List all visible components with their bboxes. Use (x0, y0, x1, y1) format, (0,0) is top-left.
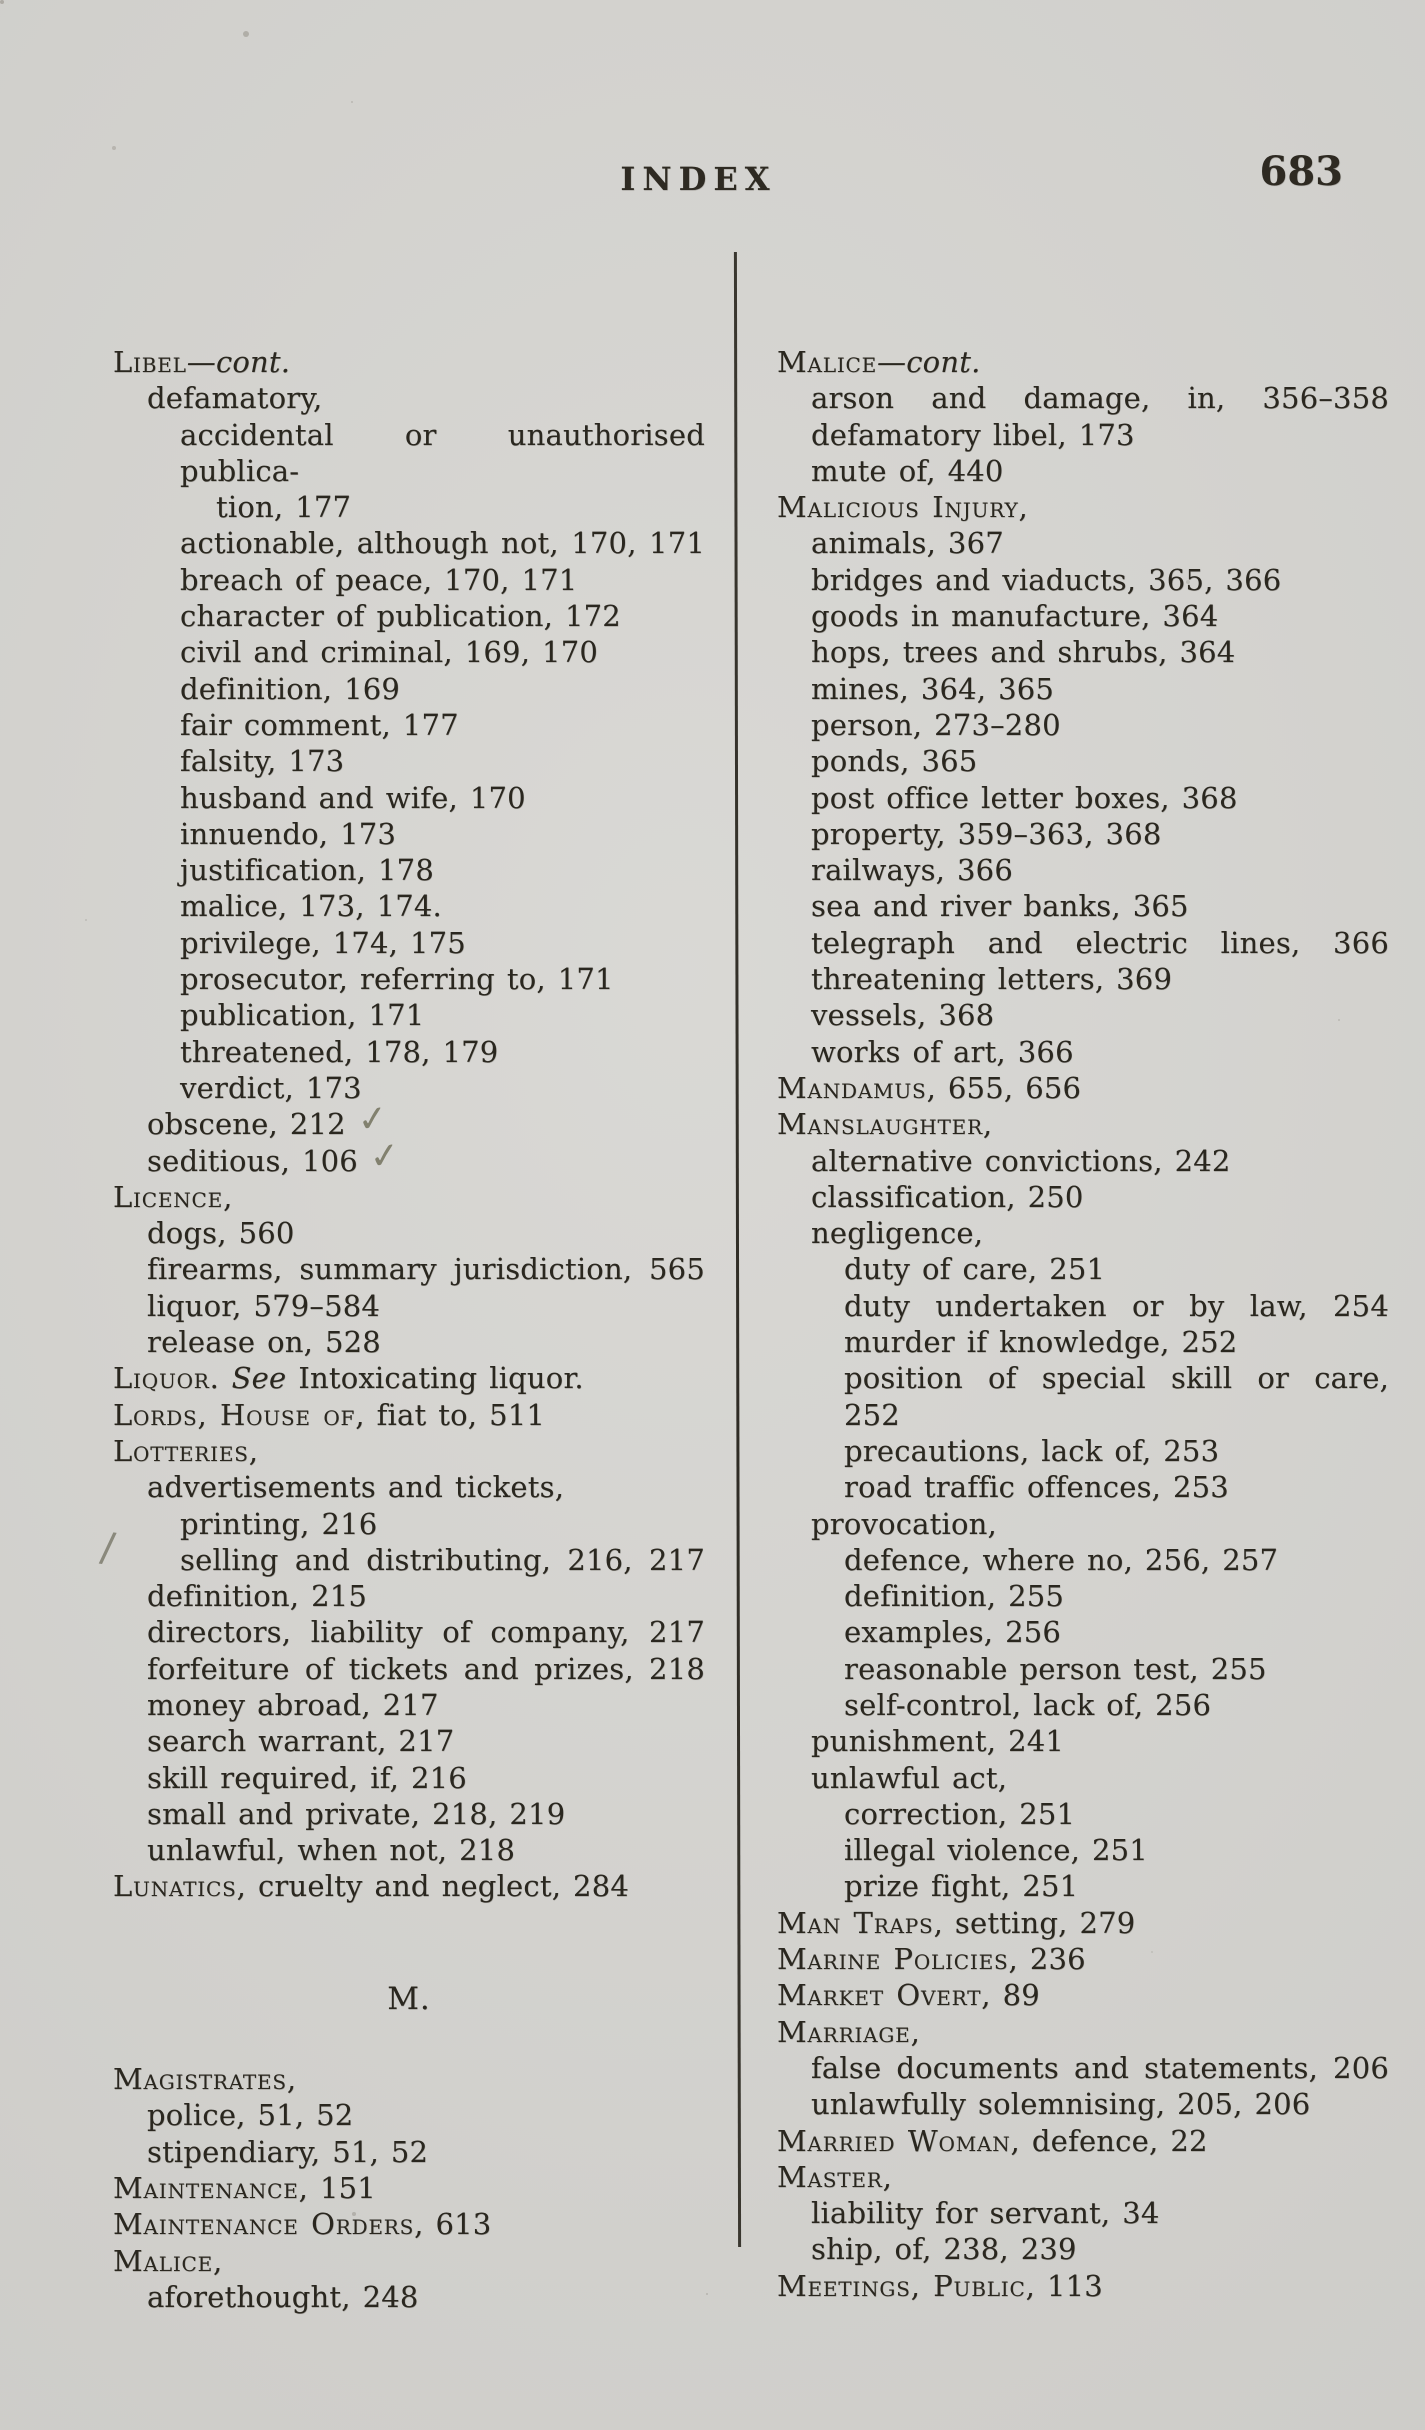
index-term: Maintenance (113, 2170, 299, 2205)
index-line (777, 707, 1389, 743)
index-line (777, 2159, 1389, 2195)
index-line (777, 1070, 1389, 1106)
index-line (777, 2231, 1389, 2267)
index-text: selling and distributing, 216, 217 (180, 1542, 705, 1577)
index-column-left (97, 344, 705, 2315)
index-line (113, 1578, 705, 1614)
index-line (777, 417, 1389, 453)
index-text: ponds, 365 (811, 744, 978, 779)
index-term: Magistrates, (113, 2062, 297, 2097)
index-text: hops, trees and shrubs, 364 (811, 635, 1236, 670)
index-line (777, 489, 1389, 525)
index-text: alternative convictions, 242 (811, 1143, 1231, 1178)
index-line (113, 1687, 705, 1723)
index-line (113, 525, 705, 561)
index-text: husband and wife, 170 (180, 780, 526, 815)
index-text: railways, 366 (811, 853, 1013, 888)
index-line (777, 598, 1389, 634)
index-term: Married Woman (777, 2123, 1011, 2158)
index-line (113, 997, 705, 1033)
index-line (777, 1215, 1389, 1251)
index-line (777, 1651, 1389, 1687)
pencil-checkmark-icon: ✓ (367, 1134, 402, 1179)
index-line (113, 380, 705, 416)
index-line (113, 707, 705, 743)
index-line (777, 1760, 1389, 1796)
index-text: road traffic offences, 253 (844, 1470, 1229, 1505)
index-text: , 151 (298, 2170, 376, 2205)
index-line (777, 1179, 1389, 1215)
index-text: accidental or unauthorised publica- (180, 417, 705, 488)
index-text: precautions, lack of, 253 (844, 1433, 1220, 1468)
index-line (113, 2097, 705, 2133)
index-text: civil and criminal, 169, 170 (180, 635, 598, 670)
index-line (113, 888, 705, 924)
index-text: , 613 (414, 2207, 492, 2242)
index-line (113, 1469, 705, 1505)
index-term: Master, (777, 2159, 893, 2194)
index-term: Malicious Injury, (777, 490, 1029, 525)
index-text: See (231, 1361, 287, 1396)
index-line (777, 2014, 1389, 2050)
index-line (777, 634, 1389, 670)
index-text: liability for servant, 34 (811, 2196, 1160, 2231)
index-line (113, 1324, 705, 1360)
index-text: —cont. (877, 345, 981, 379)
index-text: classification, 250 (811, 1179, 1084, 1214)
index-line (777, 1288, 1389, 1324)
index-text: , setting, 279 (933, 1905, 1136, 1940)
index-line (777, 780, 1389, 816)
index-text: obscene, 212 (147, 1107, 358, 1142)
index-line (777, 1832, 1389, 1868)
index-text: innuendo, 173 (180, 816, 397, 851)
index-line (777, 1868, 1389, 1904)
index-term: Lunatics (113, 1869, 237, 1904)
index-text: falsity, 173 (180, 744, 345, 779)
index-text: firearms, summary jurisdiction, 565 (147, 1252, 705, 1287)
index-text: prize fight, 251 (844, 1869, 1079, 1904)
index-line (113, 1796, 705, 1832)
index-line (113, 1506, 705, 1542)
index-text: murder if knowledge, 252 (844, 1325, 1238, 1360)
index-line (113, 417, 705, 490)
index-line (113, 1097, 705, 1142)
index-line (113, 961, 705, 997)
index-term: Lords, House of (113, 1397, 356, 1432)
index-term: Man Traps (777, 1905, 934, 1940)
index-text: punishment, 241 (811, 1724, 1065, 1759)
index-line (777, 816, 1389, 852)
index-line (113, 2279, 705, 2315)
index-text: false documents and statements, 206 (811, 2050, 1389, 2085)
index-text: character of publication, 172 (180, 599, 621, 634)
index-line (777, 2268, 1389, 2304)
index-text: goods in manufacture, 364 (811, 599, 1219, 634)
index-line (97, 1524, 705, 1578)
index-line (113, 1651, 705, 1687)
index-text: correction, 251 (844, 1796, 1076, 1831)
index-line (113, 1832, 705, 1868)
index-line (777, 1360, 1389, 1433)
index-term: Lotteries, (113, 1433, 259, 1468)
index-line (777, 743, 1389, 779)
index-line (777, 1578, 1389, 1614)
index-text: property, 359–363, 368 (811, 816, 1162, 851)
index-line (777, 2086, 1389, 2122)
index-line (777, 997, 1389, 1033)
index-text: money abroad, 217 (147, 1687, 439, 1722)
index-line (113, 1215, 705, 1251)
index-line (777, 1977, 1389, 2013)
index-text: works of art, 366 (811, 1034, 1074, 1069)
index-text: —cont. (186, 345, 291, 379)
index-line (777, 1687, 1389, 1723)
index-line (777, 961, 1389, 997)
index-line (777, 1941, 1389, 1977)
index-text: definition, 215 (147, 1579, 368, 1614)
index-text: prosecutor, referring to, 171 (180, 962, 614, 997)
index-text: , 236 (1008, 1942, 1086, 1977)
index-text: animals, 367 (811, 526, 1004, 561)
index-line (777, 888, 1389, 924)
index-text: M. (387, 1980, 431, 2017)
index-line (113, 1179, 705, 1215)
index-text: definition, 255 (844, 1579, 1065, 1614)
index-text: release on, 528 (147, 1325, 381, 1360)
index-text: , fiat to, 511 (355, 1397, 546, 1432)
index-text: sea and river banks, 365 (811, 889, 1189, 924)
index-text: threatening letters, 369 (811, 962, 1173, 997)
index-line (113, 344, 705, 380)
index-line (113, 671, 705, 707)
index-text: search warrant, 217 (147, 1724, 455, 1759)
index-line (777, 380, 1389, 416)
index-text: directors, liability of company, 217 (147, 1615, 705, 1650)
index-text: malice, 173, 174. (180, 889, 442, 924)
index-line (777, 2195, 1389, 2231)
index-text: , cruelty and neglect, 284 (236, 1869, 629, 1904)
index-text: fair comment, 177 (180, 707, 459, 742)
paper-specks (0, 0, 4, 4)
index-line (777, 1251, 1389, 1287)
index-text: examples, 256 (844, 1615, 1062, 1650)
column-divider-rule (734, 252, 741, 2247)
index-line (777, 1614, 1389, 1650)
index-line (113, 489, 705, 525)
index-line (113, 562, 705, 598)
index-line (113, 816, 705, 852)
index-line (113, 634, 705, 670)
index-text: stipendiary, 51, 52 (147, 2134, 429, 2169)
index-text: actionable, although not, 170, 171 (180, 526, 705, 561)
index-text: duty undertaken or by law, 254 (844, 1288, 1389, 1323)
index-text: position of special skill or care, 252 (844, 1361, 1389, 1432)
index-text: unlawful, when not, 218 (147, 1833, 516, 1868)
index-term: Meetings, Public (777, 2268, 1026, 2303)
index-text: printing, 216 (180, 1506, 378, 1541)
index-line (777, 852, 1389, 888)
index-text: publication, 171 (180, 998, 425, 1033)
index-text: , 89 (981, 1978, 1040, 2013)
index-line (113, 743, 705, 779)
index-line (113, 2206, 705, 2242)
index-text: unlawfully solemnising, 205, 206 (811, 2087, 1311, 2122)
index-line (777, 525, 1389, 561)
index-line (777, 1506, 1389, 1542)
index-text: illegal violence, 251 (844, 1833, 1148, 1868)
index-line (777, 1542, 1389, 1578)
index-line (113, 1723, 705, 1759)
index-line (113, 1397, 705, 1433)
index-text: vessels, 368 (811, 998, 995, 1033)
index-line (777, 671, 1389, 707)
section-letter-heading (113, 1981, 705, 2017)
index-line (777, 2123, 1389, 2159)
index-line (777, 344, 1389, 380)
index-text: definition, 169 (180, 671, 401, 706)
index-text: defamatory, (147, 381, 323, 416)
index-line (113, 852, 705, 888)
pencil-checkmark-icon: ✓ (355, 1097, 390, 1142)
index-text: ship, of, 238, 239 (811, 2232, 1077, 2267)
pencil-slash-mark: / (97, 1524, 118, 1572)
index-text: skill required, if, 216 (147, 1760, 467, 1795)
index-line (777, 1469, 1389, 1505)
index-line (113, 598, 705, 634)
index-term: Marine Policies (777, 1942, 1009, 1977)
index-text: , 655, 656 (926, 1070, 1082, 1105)
index-line (113, 2134, 705, 2170)
index-line (113, 1614, 705, 1650)
index-term: Libel (113, 345, 187, 379)
index-line (777, 562, 1389, 598)
index-text: , 113 (1025, 2268, 1103, 2303)
index-column-right (777, 344, 1389, 2304)
index-term: Licence, (113, 1179, 234, 1214)
index-line (113, 1360, 705, 1396)
index-text (220, 1361, 232, 1395)
index-line (113, 1134, 705, 1179)
index-text: advertisements and tickets, (147, 1470, 565, 1505)
index-line (777, 1905, 1389, 1941)
index-text: defence, where no, 256, 257 (844, 1542, 1279, 1577)
index-term: Malice, (113, 2243, 224, 2278)
index-text: forfeiture of tickets and prizes, 218 (147, 1651, 705, 1686)
index-line (777, 1106, 1389, 1142)
index-line (113, 2243, 705, 2279)
index-text: unlawful act, (811, 1760, 1008, 1795)
index-line (113, 2170, 705, 2206)
index-text: verdict, 173 (180, 1070, 362, 1105)
index-text: self-control, lack of, 256 (844, 1687, 1212, 1722)
index-term: Mandamus (777, 1070, 927, 1105)
index-text: mines, 364, 365 (811, 671, 1055, 706)
index-term: Market Overt (777, 1978, 982, 2013)
index-text: negligence, (811, 1216, 984, 1251)
index-line (113, 1433, 705, 1469)
index-text: post office letter boxes, 368 (811, 780, 1238, 815)
index-line (113, 780, 705, 816)
index-line (113, 1868, 705, 1904)
index-text: police, 51, 52 (147, 2098, 354, 2133)
index-term: Malice (777, 345, 878, 379)
index-text: telegraph and electric lines, 366 (811, 925, 1389, 960)
index-text: justification, 178 (180, 853, 434, 888)
index-text: seditious, 106 (147, 1143, 370, 1178)
index-line (777, 1723, 1389, 1759)
index-text: , defence, 22 (1010, 2123, 1208, 2158)
index-term: Manslaughter, (777, 1107, 993, 1142)
index-term: Marriage, (777, 2014, 921, 2049)
index-line (777, 1034, 1389, 1070)
index-line (777, 1433, 1389, 1469)
index-text: provocation, (811, 1506, 997, 1541)
index-text: mute of, 440 (811, 453, 1004, 488)
index-text: duty of care, 251 (844, 1252, 1106, 1287)
index-line (113, 1288, 705, 1324)
index-line (777, 453, 1389, 489)
index-text: small and private, 218, 219 (147, 1796, 566, 1831)
index-term: Maintenance Orders (113, 2207, 415, 2242)
index-line (113, 1070, 705, 1106)
index-text: aforethought, 248 (147, 2279, 419, 2314)
index-line (113, 1034, 705, 1070)
index-line (777, 1143, 1389, 1179)
index-text: threatened, 178, 179 (180, 1034, 499, 1069)
index-text: liquor, 579–584 (147, 1288, 381, 1323)
index-text: defamatory libel, 173 (811, 417, 1135, 452)
page-header-title: INDEX (620, 160, 777, 198)
index-text: bridges and viaducts, 365, 366 (811, 562, 1282, 597)
index-line (777, 2050, 1389, 2086)
index-text: tion, 177 (216, 490, 352, 525)
index-text: dogs, 560 (147, 1216, 295, 1251)
index-text: privilege, 174, 175 (180, 925, 466, 960)
index-line (777, 1324, 1389, 1360)
page-number: 683 (1259, 148, 1343, 195)
index-term: Liquor. (113, 1361, 220, 1396)
index-line (113, 2061, 705, 2097)
index-line (113, 1251, 705, 1287)
index-text: person, 273–280 (811, 707, 1061, 742)
index-text: Intoxicating liquor. (286, 1361, 584, 1396)
index-text: breach of peace, 170, 171 (180, 562, 578, 597)
index-line (777, 1796, 1389, 1832)
index-line (777, 925, 1389, 961)
index-text: reasonable person test, 255 (844, 1651, 1267, 1686)
index-line (113, 1760, 705, 1796)
index-line (113, 925, 705, 961)
index-text: arson and damage, in, 356–358 (811, 381, 1389, 416)
